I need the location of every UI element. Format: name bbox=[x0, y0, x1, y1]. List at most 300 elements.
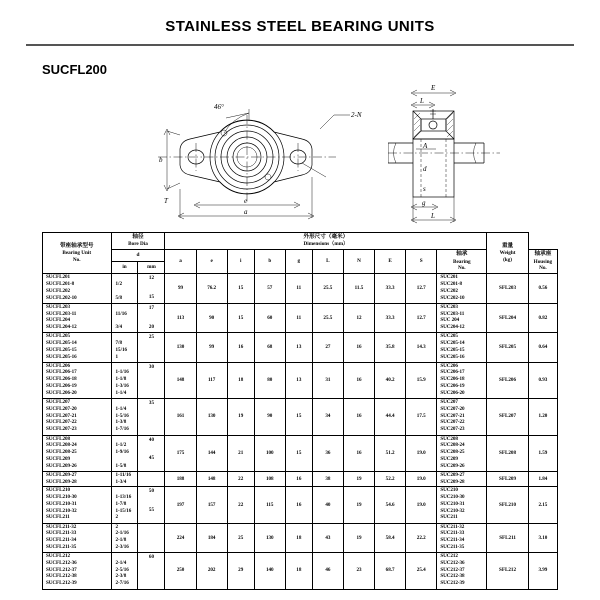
dim-a-cell: 113 bbox=[165, 303, 196, 332]
dim-A-label: A bbox=[423, 142, 428, 150]
housing-no-cell: SFL212 bbox=[487, 553, 529, 590]
bore-mm-value: 15 bbox=[148, 294, 155, 301]
dim-e-cell: 144 bbox=[196, 435, 227, 472]
angle-label: 46° bbox=[214, 103, 224, 111]
dim-L-cell: 46 bbox=[312, 553, 343, 590]
bore-in-value: 2-1/16 bbox=[115, 530, 129, 537]
dim-b-cell: 100 bbox=[254, 435, 285, 472]
unit-no-cell bbox=[43, 303, 112, 332]
dim-L-cell: 27 bbox=[312, 333, 343, 362]
unit-no: SUCFL205 bbox=[46, 333, 70, 340]
dim-N-cell: 16 bbox=[343, 333, 374, 362]
unit-no: SUCFL210-31 bbox=[46, 500, 77, 507]
th-bore-in: in bbox=[111, 262, 138, 274]
dim-g-cell: 18 bbox=[285, 523, 312, 552]
bore-in-value: 1/2 bbox=[115, 281, 123, 288]
bearing-no: SUC206-19 bbox=[440, 382, 465, 389]
bearing-no: SUC211-35 bbox=[440, 544, 465, 551]
housing-no-cell: SFL204 bbox=[487, 303, 529, 332]
bore-mm-value: 50 bbox=[148, 488, 155, 495]
unit-no-cell bbox=[43, 399, 112, 436]
dim-S-cell: 14.3 bbox=[406, 333, 437, 362]
dim-i-cell: 22 bbox=[227, 487, 254, 524]
bore-in-value: 2-7/16 bbox=[115, 580, 129, 587]
dim-E-cell: 51.2 bbox=[375, 435, 406, 472]
bore-mm-cell bbox=[138, 399, 165, 436]
dim-L-bottom-label: L bbox=[431, 212, 435, 220]
bore-mm-cell bbox=[138, 333, 165, 362]
dim-E-cell: 35.8 bbox=[375, 333, 406, 362]
unit-no: SUCFL211-35 bbox=[46, 544, 77, 551]
th-weight-cn: 重量 bbox=[501, 242, 514, 249]
dim-E-cell: 58.4 bbox=[375, 523, 406, 552]
dim-b-cell: 57 bbox=[254, 274, 285, 303]
housing-no-cell: SFL211 bbox=[487, 523, 529, 552]
dim-g-cell: 15 bbox=[285, 435, 312, 472]
table-row[interactable] bbox=[43, 333, 558, 362]
weight-cell: 3.10 bbox=[528, 523, 557, 552]
bearing-no: SUC205-16 bbox=[440, 353, 465, 360]
dim-b-cell: 90 bbox=[254, 399, 285, 436]
th-N: N bbox=[343, 250, 374, 274]
bore-in-value bbox=[116, 333, 138, 340]
dim-b-cell: 80 bbox=[254, 362, 285, 399]
bore-mm-value: 30 bbox=[148, 363, 155, 370]
bearing-no: SUC201 bbox=[440, 274, 458, 281]
bore-in-value: 1-3/4 bbox=[115, 478, 127, 485]
bore-in-cell bbox=[111, 362, 138, 399]
dim-S-cell: 12.7 bbox=[406, 303, 437, 332]
bearing-no: SUC212 bbox=[440, 553, 458, 560]
unit-no-cell bbox=[43, 362, 112, 399]
bearing-no: SUC203 bbox=[440, 303, 458, 310]
bore-in-cell bbox=[111, 399, 138, 436]
weight-cell: 0.93 bbox=[528, 362, 557, 399]
bore-mm-cell bbox=[138, 274, 165, 303]
dim-a-cell: 250 bbox=[165, 553, 196, 590]
dim-S-cell: 17.5 bbox=[406, 399, 437, 436]
page-title: STAINLESS STEEL BEARING UNITS bbox=[165, 18, 435, 35]
unit-no: SUCFL201 bbox=[46, 274, 70, 281]
unit-no: SUCFL204-12 bbox=[46, 324, 77, 331]
bore-mm-value: 55 bbox=[148, 506, 155, 513]
dim-N-cell: 23 bbox=[343, 553, 374, 590]
bearing-no: SUC212-37 bbox=[440, 566, 465, 573]
th-e: e bbox=[196, 250, 227, 274]
dim-L-cell: 38 bbox=[312, 472, 343, 487]
bore-mm-value: 25 bbox=[148, 334, 155, 341]
table-row[interactable] bbox=[43, 523, 558, 552]
bearing-no: SUC201-8 bbox=[440, 281, 462, 288]
unit-no: SUCFL207-23 bbox=[46, 426, 77, 433]
bore-mm-cell bbox=[138, 362, 165, 399]
bore-in-value: 2-1/4 bbox=[115, 559, 127, 566]
dim-E-cell: 52.2 bbox=[375, 472, 406, 487]
dim-e-cell: 184 bbox=[196, 523, 227, 552]
bore-in-value: 1-1/16 bbox=[115, 369, 129, 376]
dim-a-cell: 148 bbox=[165, 362, 196, 399]
th-bore-cn: 轴径 bbox=[132, 234, 144, 240]
bore-in-cell bbox=[111, 553, 138, 590]
dim-L-cell: 34 bbox=[312, 399, 343, 436]
table-row[interactable] bbox=[43, 362, 558, 399]
th-i: i bbox=[227, 250, 254, 274]
th-g: g bbox=[285, 250, 312, 274]
unit-no: SUCFL207-22 bbox=[46, 419, 77, 426]
bore-in-value bbox=[116, 487, 138, 494]
bore-in-value: 1-7/8 bbox=[115, 500, 127, 507]
bore-in-value: 11/16 bbox=[115, 310, 127, 317]
th-bore-d: d bbox=[111, 250, 165, 262]
weight-cell: 0.56 bbox=[528, 274, 557, 303]
bore-in-value: 15/16 bbox=[115, 346, 128, 353]
unit-no: SUCFL212-36 bbox=[46, 559, 77, 566]
unit-no: SUCFL208-24 bbox=[46, 442, 77, 449]
dim-a-cell: 99 bbox=[165, 274, 196, 303]
unit-no: SUCFL209-27 bbox=[46, 472, 77, 478]
housing-no-cell: SFL205 bbox=[487, 333, 529, 362]
dim-g-cell: 15 bbox=[285, 399, 312, 436]
dim-i-cell: 18 bbox=[227, 362, 254, 399]
bore-in-value bbox=[116, 317, 138, 324]
unit-no: SUCFL204 bbox=[46, 317, 70, 324]
th-weight-en: Weight bbox=[499, 249, 516, 256]
bearing-no: SUC211-32 bbox=[440, 523, 465, 530]
unit-no: SUCFL210 bbox=[46, 487, 70, 494]
housing-no-cell: SFL209 bbox=[487, 472, 529, 487]
unit-no: SUCFL208-25 bbox=[46, 449, 77, 456]
unit-no: SUCFL211 bbox=[46, 514, 70, 521]
bearing-no: SUC205 bbox=[440, 333, 458, 340]
unit-no: SUCFL208 bbox=[46, 435, 70, 442]
dim-N-cell: 11.5 bbox=[343, 274, 374, 303]
bore-in-value: 1-15/16 bbox=[115, 507, 132, 514]
unit-no-cell bbox=[43, 333, 112, 362]
bearing-no: SUC 204 bbox=[440, 317, 460, 324]
bore-in-value bbox=[116, 274, 138, 281]
bore-in-value: 1-1/8 bbox=[115, 376, 127, 383]
bore-in-value: 1-5/8 bbox=[115, 462, 127, 469]
unit-no: SUCFL206-18 bbox=[46, 376, 77, 383]
th-housing-cn: 轴承座 bbox=[534, 251, 552, 258]
bore-mm-value: 20 bbox=[148, 323, 155, 330]
th-bearing-no bbox=[437, 250, 487, 274]
weight-cell: 1.59 bbox=[528, 435, 557, 472]
bore-in-value: 2 bbox=[115, 514, 119, 521]
table-row[interactable] bbox=[43, 399, 558, 436]
weight-cell: 0.82 bbox=[528, 303, 557, 332]
dim-E-cell: 44.4 bbox=[375, 399, 406, 436]
unit-no-cell bbox=[43, 472, 112, 487]
dim-S-cell: 19.0 bbox=[406, 435, 437, 472]
bearing-no: SUC206-17 bbox=[440, 369, 465, 376]
dim-N-cell: 12 bbox=[343, 303, 374, 332]
dim-e-cell: 157 bbox=[196, 487, 227, 524]
dim-e-cell: 148 bbox=[196, 472, 227, 487]
dim-S-cell: 15.9 bbox=[406, 362, 437, 399]
dim-T-label: T bbox=[164, 197, 168, 205]
bearing-no-cell bbox=[437, 399, 487, 436]
bearing-no: SUC208-25 bbox=[440, 449, 465, 456]
dim-b-cell: 130 bbox=[254, 523, 285, 552]
th-dims-group bbox=[165, 233, 487, 250]
dim-e-cell: 202 bbox=[196, 553, 227, 590]
dim-S-cell: 19.0 bbox=[406, 472, 437, 487]
th-bore-en: Bore Dia bbox=[128, 241, 148, 248]
dim-i-cell: 22 bbox=[227, 472, 254, 487]
bearing-no: SUC208-24 bbox=[440, 442, 465, 449]
bore-in-value bbox=[116, 288, 138, 295]
bearing-no: SUC207-21 bbox=[440, 412, 465, 419]
bearing-no: SUC211-33 bbox=[440, 530, 465, 537]
dim-i-cell: 19 bbox=[227, 399, 254, 436]
bore-in-value: 1-13/16 bbox=[115, 493, 132, 500]
bore-in-value bbox=[116, 436, 138, 443]
unit-no: SUCFL206-19 bbox=[46, 382, 77, 389]
dim-i-cell: 15 bbox=[227, 303, 254, 332]
bearing-no: SUC212-36 bbox=[440, 559, 465, 566]
unit-no: SUCFL205-16 bbox=[46, 353, 77, 360]
bearing-no: SUC210 bbox=[440, 487, 458, 494]
dim-b-cell: 68 bbox=[254, 333, 285, 362]
th-bearing-en2: No. bbox=[457, 265, 466, 272]
dim-S-cell: 22.2 bbox=[406, 523, 437, 552]
dim-N-cell: 16 bbox=[343, 399, 374, 436]
housing-no-cell: SFL206 bbox=[487, 362, 529, 399]
dim-g-cell: 16 bbox=[285, 487, 312, 524]
housing-no-cell: SFL203 bbox=[487, 274, 529, 303]
callout-2n-group bbox=[320, 91, 380, 131]
bearing-no-cell bbox=[437, 333, 487, 362]
dim-N-cell: 19 bbox=[343, 523, 374, 552]
dim-a-cell: 130 bbox=[165, 333, 196, 362]
bearing-no: SUC209-28 bbox=[440, 478, 465, 485]
table-row[interactable] bbox=[43, 487, 558, 524]
table-row[interactable] bbox=[43, 553, 558, 590]
housing-no-cell: SFL210 bbox=[487, 487, 529, 524]
bore-mm-value: 12 bbox=[148, 275, 155, 282]
dim-L-top-label: L bbox=[420, 97, 424, 105]
bearing-no: SUC208 bbox=[440, 435, 458, 442]
bearing-no: SUC206-18 bbox=[440, 376, 465, 383]
dim-e-cell: 117 bbox=[196, 362, 227, 399]
bore-in-value: 2-5/16 bbox=[115, 566, 129, 573]
bearing-no: SUC211 bbox=[440, 514, 458, 521]
bore-in-value: 1-1/2 bbox=[115, 442, 127, 449]
unit-no: SUCFL212-38 bbox=[46, 573, 77, 580]
bearing-no-cell bbox=[437, 487, 487, 524]
dim-E-cell: 33.3 bbox=[375, 274, 406, 303]
unit-no: SUCFL205-15 bbox=[46, 346, 77, 353]
bore-mm-value: 40 bbox=[148, 436, 155, 443]
th-L: L bbox=[312, 250, 343, 274]
unit-no: SUCFL212-39 bbox=[46, 580, 77, 587]
title-divider bbox=[26, 44, 574, 46]
unit-no: SUCFL211-33 bbox=[46, 530, 77, 537]
bore-in-value: 1-11/16 bbox=[115, 472, 132, 478]
dim-a-cell: 224 bbox=[165, 523, 196, 552]
bearing-no: SUC210-32 bbox=[440, 507, 465, 514]
bearing-no: SUC202-10 bbox=[440, 294, 465, 301]
bearing-no: SUC210-31 bbox=[440, 500, 465, 507]
th-weight-en2: (kg) bbox=[503, 256, 512, 263]
table-body bbox=[43, 274, 558, 589]
dim-N-cell: 19 bbox=[343, 487, 374, 524]
bore-mm-cell bbox=[138, 523, 165, 552]
dim-N-cell: 19 bbox=[343, 472, 374, 487]
dim-a-cell: 188 bbox=[165, 472, 196, 487]
dim-a-cell: 197 bbox=[165, 487, 196, 524]
th-E: E bbox=[375, 250, 406, 274]
bore-in-value bbox=[116, 304, 138, 311]
dim-i-cell: 15 bbox=[227, 274, 254, 303]
dim-E-cell: 54.6 bbox=[375, 487, 406, 524]
unit-no: SUCFL210-32 bbox=[46, 507, 77, 514]
dim-b-cell: 60 bbox=[254, 303, 285, 332]
bore-in-value: 2 bbox=[115, 523, 119, 530]
th-S: S bbox=[406, 250, 437, 274]
bore-in-value: 1-3/16 bbox=[115, 382, 129, 389]
unit-no: SUCFL207 bbox=[46, 399, 70, 405]
bore-in-value: 2-3/8 bbox=[115, 573, 127, 580]
unit-no: SUCFL209 bbox=[46, 455, 70, 462]
dim-e-cell: 90 bbox=[196, 303, 227, 332]
th-unit-en2: No. bbox=[72, 256, 81, 263]
unit-no: SUCFL202-10 bbox=[46, 294, 77, 301]
bearing-no: SUC209-27 bbox=[440, 472, 465, 478]
bearing-no-cell bbox=[437, 523, 487, 552]
table-head bbox=[43, 233, 558, 274]
dim-E-cell: 68.7 bbox=[375, 553, 406, 590]
bearing-spec-table bbox=[42, 232, 558, 590]
dim-N-cell: 16 bbox=[343, 435, 374, 472]
bearing-no: SUC206 bbox=[440, 362, 458, 369]
dim-L-cell: 31 bbox=[312, 362, 343, 399]
dim-L-cell: 40 bbox=[312, 487, 343, 524]
bearing-no-cell bbox=[437, 303, 487, 332]
housing-no-cell: SFL208 bbox=[487, 435, 529, 472]
dim-e-cell: 99 bbox=[196, 333, 227, 362]
dim-L-cell: 36 bbox=[312, 435, 343, 472]
th-housing-en2: No. bbox=[539, 265, 547, 272]
series-label: SUCFL200 bbox=[42, 62, 108, 77]
bore-in-value: 1-1/4 bbox=[115, 389, 127, 396]
th-bearing-en: Bearing bbox=[453, 258, 471, 265]
unit-no: SUCFL211-32 bbox=[46, 523, 77, 530]
bore-in-cell bbox=[111, 333, 138, 362]
bore-in-cell bbox=[111, 487, 138, 524]
unit-no: SUCFL212-37 bbox=[46, 566, 77, 573]
unit-no: SUCFL205-14 bbox=[46, 339, 77, 346]
bearing-no: SUC212-38 bbox=[440, 573, 465, 580]
unit-no-cell bbox=[43, 553, 112, 590]
bearing-no: SUC212-39 bbox=[440, 580, 465, 587]
dim-E-cell: 33.3 bbox=[375, 303, 406, 332]
weight-cell: 1.84 bbox=[528, 472, 557, 487]
table-row[interactable] bbox=[43, 274, 558, 303]
dim-g-cell: 13 bbox=[285, 333, 312, 362]
bore-in-value: 1-3/8 bbox=[115, 419, 127, 426]
bore-in-value bbox=[116, 456, 138, 463]
th-dims-en: Dimensions（mm） bbox=[303, 241, 349, 248]
bore-mm-cell bbox=[138, 472, 165, 487]
bore-in-value: 3/4 bbox=[115, 324, 123, 331]
bore-mm-value: 35 bbox=[148, 400, 155, 406]
housing-no-cell: SFL207 bbox=[487, 399, 529, 436]
unit-no: SUCFL207-21 bbox=[46, 412, 77, 419]
dim-g-label: g bbox=[422, 199, 426, 207]
table-row[interactable] bbox=[43, 472, 558, 487]
th-bore-group bbox=[111, 233, 165, 250]
bore-mm-cell bbox=[138, 435, 165, 472]
unit-no: SUCFL209-26 bbox=[46, 462, 77, 469]
dim-s-label: s bbox=[423, 185, 426, 193]
bore-in-cell bbox=[111, 274, 138, 303]
dim-a-cell: 161 bbox=[165, 399, 196, 436]
unit-no: SUCFL206-17 bbox=[46, 369, 77, 376]
bore-in-value: 1-9/16 bbox=[115, 449, 129, 456]
bore-in-cell bbox=[111, 435, 138, 472]
bearing-no: SUC207-23 bbox=[440, 426, 465, 433]
unit-no: SUCFL212 bbox=[46, 553, 70, 560]
table-row[interactable] bbox=[43, 303, 558, 332]
bearing-no-cell bbox=[437, 553, 487, 590]
bearing-no: SUC206-20 bbox=[440, 389, 465, 396]
bearing-no-cell bbox=[437, 274, 487, 303]
dim-b-label: b bbox=[159, 156, 163, 164]
bore-in-value: 7/8 bbox=[115, 339, 123, 346]
dim-g-cell: 11 bbox=[285, 274, 312, 303]
bearing-no: SUC211-34 bbox=[440, 537, 465, 544]
dim-i-cell: 16 bbox=[227, 333, 254, 362]
th-bore-mm: mm bbox=[138, 262, 165, 274]
bearing-no: SUC207-20 bbox=[440, 405, 465, 412]
bore-mm-cell bbox=[138, 487, 165, 524]
dim-b-cell: 140 bbox=[254, 553, 285, 590]
unit-no-cell bbox=[43, 435, 112, 472]
dim-S-cell: 12.7 bbox=[406, 274, 437, 303]
callout-2n-label: 2-N bbox=[351, 111, 362, 119]
bearing-no: SUC209-26 bbox=[440, 462, 465, 469]
dim-a-cell: 175 bbox=[165, 435, 196, 472]
front-view-drawing bbox=[150, 85, 340, 225]
th-housing-no bbox=[528, 250, 557, 274]
weight-cell: 0.64 bbox=[528, 333, 557, 362]
unit-no: SUCFL206-20 bbox=[46, 389, 77, 396]
bore-in-value bbox=[116, 399, 138, 406]
dim-g-cell: 11 bbox=[285, 303, 312, 332]
bore-in-cell bbox=[111, 472, 138, 487]
th-unit-no bbox=[43, 233, 112, 274]
bearing-no: SUC210-30 bbox=[440, 493, 465, 500]
th-bearing-cn: 轴承 bbox=[456, 251, 468, 258]
unit-no: SUCFL201-8 bbox=[46, 281, 75, 288]
dim-L-cell: 43 bbox=[312, 523, 343, 552]
drawing-area bbox=[0, 77, 600, 227]
bearing-no: SUC207-22 bbox=[440, 419, 465, 426]
bore-in-value: 2-1/8 bbox=[115, 537, 127, 544]
dim-N-cell: 16 bbox=[343, 362, 374, 399]
th-housing-en: Housing bbox=[533, 258, 553, 265]
dim-b-cell: 115 bbox=[254, 487, 285, 524]
bore-mm-cell bbox=[138, 303, 165, 332]
bearing-no: SUC207 bbox=[440, 399, 458, 405]
table-row[interactable] bbox=[43, 435, 558, 472]
unit-no-cell bbox=[43, 523, 112, 552]
dim-L-cell: 25.5 bbox=[312, 274, 343, 303]
bearing-no-cell bbox=[437, 435, 487, 472]
unit-no: SUCFL209-28 bbox=[46, 478, 77, 485]
